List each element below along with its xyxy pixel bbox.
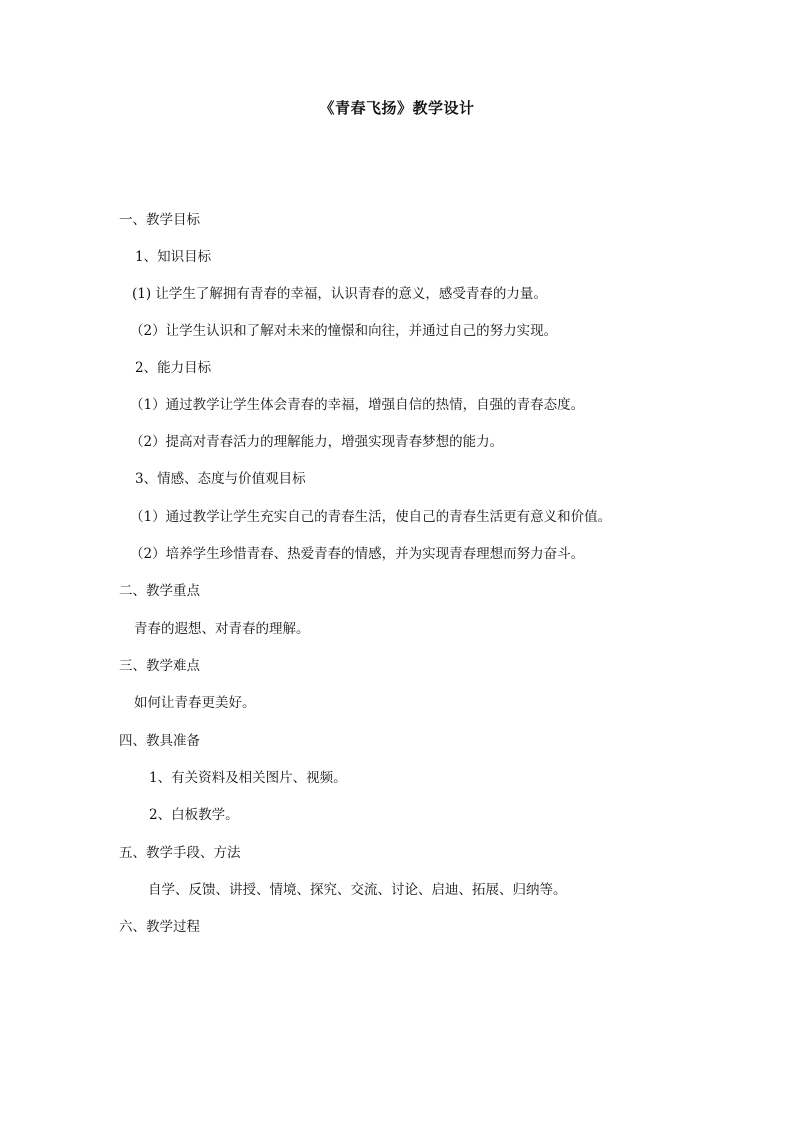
- teaching-methods-text: 自学、反馈、讲授、情境、探究、交流、讨论、启迪、拓展、归纳等。: [148, 882, 567, 898]
- knowledge-objective-2: （2）让学生认识和了解对未来的憧憬和向往，并通过自己的努力实现。: [130, 323, 558, 339]
- heading-teaching-process: 六、教学过程: [119, 919, 200, 935]
- teaching-aid-2: 2、白板教学。: [149, 807, 239, 823]
- subheading-ability-objectives: 2、能力目标: [135, 360, 212, 376]
- emotion-objective-1: （1）通过教学让学生充实自己的青春生活，使自己的青春生活更有意义和价值。: [130, 509, 612, 525]
- heading-teaching-methods: 五、教学手段、方法: [119, 845, 241, 861]
- heading-teaching-aids: 四、教具准备: [119, 733, 200, 749]
- teaching-focus-text: 青春的遐想、对青春的理解。: [134, 621, 310, 637]
- teaching-difficulty-text: 如何让青春更美好。: [134, 695, 256, 711]
- teaching-aid-1: 1、有关资料及相关图片、视频。: [149, 770, 347, 786]
- ability-objective-2: （2）提高对青春活力的理解能力，增强实现青春梦想的能力。: [130, 434, 504, 450]
- emotion-objective-2: （2）培养学生珍惜青春、热爱青春的情感，并为实现青春理想而努力奋斗。: [130, 546, 585, 562]
- document-title: 《青春飞扬》教学设计: [319, 99, 475, 117]
- knowledge-objective-1: (1) 让学生了解拥有青春的幸福，认识青春的意义，感受青春的力量。: [132, 286, 547, 302]
- ability-objective-1: （1）通过教学让学生体会青春的幸福，增强自信的热情，自强的青春态度。: [130, 397, 585, 413]
- subheading-emotion-objectives: 3、情感、态度与价值观目标: [135, 471, 306, 487]
- heading-teaching-focus: 二、教学重点: [119, 583, 200, 599]
- subheading-knowledge-objectives: 1、知识目标: [135, 249, 212, 265]
- heading-teaching-objectives: 一、教学目标: [119, 212, 200, 228]
- heading-teaching-difficulty: 三、教学难点: [119, 658, 200, 674]
